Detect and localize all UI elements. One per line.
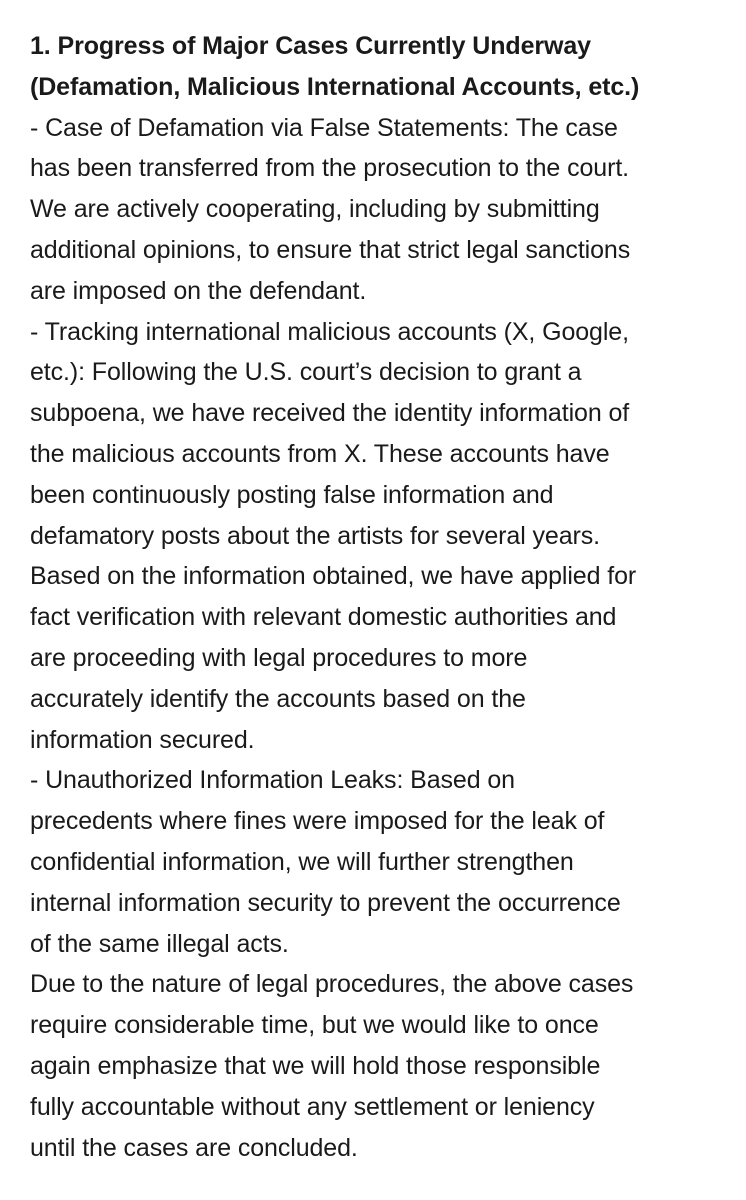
- text-line: subpoena, we have received the identity information of: [30, 399, 630, 428]
- text-line: fact verification with relevant domestic authorities and: [30, 603, 617, 632]
- heading-line: 1. Progress of Major Cases Currently Underway: [30, 32, 591, 60]
- text-line: until the cases are concluded.: [30, 1133, 358, 1162]
- text-line: fully accountable without any settlement or leniency: [30, 1092, 595, 1121]
- text-line: - Tracking international malicious accounts (X, Google,: [30, 317, 629, 346]
- text-line: Based on the information obtained, we have applied for: [30, 562, 637, 591]
- text-line: - Unauthorized Information Leaks: Based on: [30, 766, 515, 795]
- text-line: require considerable time, but we would like to once: [30, 1011, 599, 1040]
- text-line: again emphasize that we will hold those responsible: [30, 1051, 601, 1080]
- text-line: Due to the nature of legal procedures, the above cases: [30, 970, 634, 999]
- text-line: additional opinions, to ensure that strict legal sanctions: [30, 235, 631, 264]
- text-line: of the same illegal acts.: [30, 929, 289, 958]
- text-line: internal information security to prevent the occurrence: [30, 888, 621, 917]
- text-line: been continuously posting false information and: [30, 480, 554, 509]
- text-line: information secured.: [30, 725, 255, 754]
- text-line: are proceeding with legal procedures to more: [30, 643, 528, 672]
- text-line: etc.): Following the U.S. court’s decision to grant a: [30, 358, 582, 387]
- text-line: accurately identify the accounts based on the: [30, 684, 526, 713]
- text-line: has been transferred from the prosecution to the court.: [30, 154, 630, 183]
- text-line: precedents where fines were imposed for the leak of: [30, 807, 605, 836]
- text-line: the malicious accounts from X. These accounts have: [30, 439, 610, 468]
- text-line: defamatory posts about the artists for several years.: [30, 521, 600, 550]
- text-line: - Case of Defamation via False Statements: The case: [30, 113, 618, 142]
- section-heading: [30, 26, 728, 108]
- text-line: We are actively cooperating, including by submitting: [30, 195, 600, 224]
- text-line: are imposed on the defendant.: [30, 276, 367, 305]
- text-line: confidential information, we will further strengthen: [30, 847, 574, 876]
- heading-line: (Defamation, Malicious International Accounts, etc.): [30, 72, 640, 101]
- section-text: [30, 108, 728, 1169]
